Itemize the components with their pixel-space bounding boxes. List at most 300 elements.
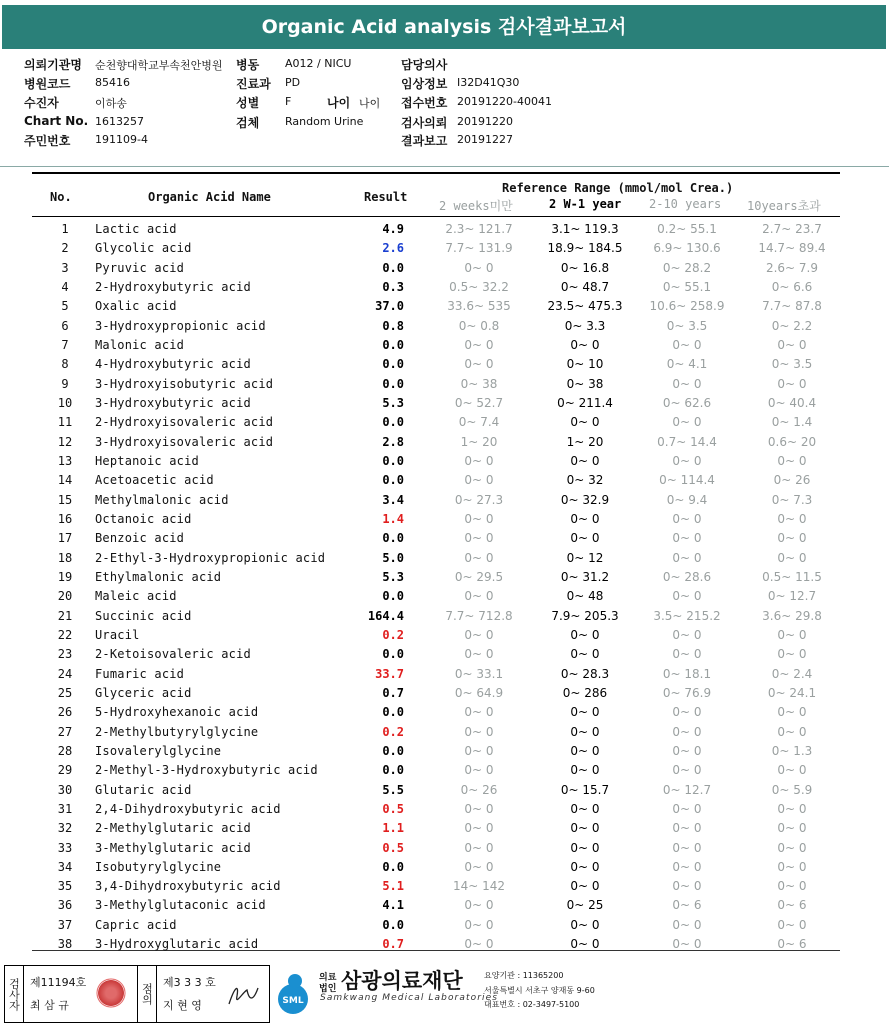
range-over-10-years: 0~ 0 xyxy=(777,840,807,855)
range-under-2-weeks: 0~ 27.3 xyxy=(454,492,504,507)
result-value: 0.5 xyxy=(382,801,404,816)
result-value: 0.0 xyxy=(382,917,404,932)
range-2-10-years: 0~ 0 xyxy=(672,937,702,952)
acid-name: 2,4-Dihydroxybutyric acid xyxy=(95,801,281,816)
range-over-10-years: 14.7~ 89.4 xyxy=(758,241,826,256)
table-row xyxy=(32,375,840,394)
range-2w-1year: 1~ 20 xyxy=(566,434,604,449)
row-number: 24 xyxy=(57,666,73,681)
acid-name: Acetoacetic acid xyxy=(95,473,214,488)
acid-name: 2-Ketoisovaleric acid xyxy=(95,647,251,662)
inspector-vertical-label xyxy=(5,966,24,1022)
table-row xyxy=(32,529,840,548)
range-under-2-weeks: 0~ 0 xyxy=(464,801,494,816)
acid-name: 2-Methylglutaric acid xyxy=(95,821,251,836)
range-over-10-years: 0~ 6 xyxy=(777,937,807,952)
range-2-10-years: 0~ 114.4 xyxy=(659,473,715,488)
range-2-10-years: 0~ 0 xyxy=(672,415,702,430)
header-reference: Reference Range (mmol/mol Crea.) xyxy=(502,181,734,195)
range-2-10-years: 0~ 0 xyxy=(672,550,702,565)
row-number: 11 xyxy=(57,415,73,430)
footer xyxy=(0,961,889,1030)
age: 나이 xyxy=(359,97,381,110)
range-2w-1year: 0~ 0 xyxy=(570,859,600,874)
range-2-10-years: 0~ 6 xyxy=(672,898,702,913)
ward-label: 병동 xyxy=(236,58,260,72)
range-over-10-years: 0~ 0 xyxy=(777,531,807,546)
table-row xyxy=(32,858,840,877)
row-number: 26 xyxy=(57,705,73,720)
range-under-2-weeks: 33.6~ 535 xyxy=(447,299,511,314)
range-2-10-years: 0~ 0 xyxy=(672,763,702,778)
table-row xyxy=(32,626,840,645)
table-row xyxy=(32,259,840,278)
range-2w-1year: 0~ 0 xyxy=(570,647,600,662)
institution: 순천향대학교부속천안병원 xyxy=(95,59,223,72)
receipt-number: 20191220-40041 xyxy=(457,95,552,108)
result-rows xyxy=(32,220,840,954)
row-number: 27 xyxy=(57,724,73,739)
clinical-info: I32D41Q30 xyxy=(457,76,520,89)
range-2-10-years: 0~ 55.1 xyxy=(662,279,712,294)
corp-phone: 대표번호 : 02-3497-5100 xyxy=(484,1000,580,1009)
range-over-10-years: 0~ 0 xyxy=(777,724,807,739)
table-row xyxy=(32,317,840,336)
range-under-2-weeks: 0~ 0 xyxy=(464,763,494,778)
range-over-10-years: 0~ 0 xyxy=(777,917,807,932)
acid-name: 2-Hydroxyisovaleric acid xyxy=(95,415,274,430)
result-value: 0.0 xyxy=(382,260,404,275)
table-row xyxy=(32,839,840,858)
acid-name: Glyceric acid xyxy=(95,685,192,700)
range-over-10-years: 0~ 0 xyxy=(777,627,807,642)
acid-name: 5-Hydroxyhexanoic acid xyxy=(95,705,259,720)
range-under-2-weeks: 0~ 0 xyxy=(464,898,494,913)
row-number: 3 xyxy=(61,260,69,275)
range-over-10-years: 2.7~ 23.7 xyxy=(762,222,822,236)
table-row xyxy=(32,800,840,819)
table-row xyxy=(32,761,840,780)
institution-label: 의뢰기관명 xyxy=(24,58,82,72)
range-2w-1year: 0~ 0 xyxy=(570,917,600,932)
range-2w-1year: 18.9~ 184.5 xyxy=(547,241,623,256)
range-2w-1year: 0~ 25 xyxy=(566,898,604,913)
result-value: 0.0 xyxy=(382,357,404,372)
range-2w-1year: 0~ 38 xyxy=(566,376,604,391)
range-2w-1year: 0~ 15.7 xyxy=(560,782,610,797)
range-under-2-weeks: 0~ 26 xyxy=(460,782,498,797)
range-2-10-years: 0~ 0 xyxy=(672,453,702,468)
range-over-10-years: 0~ 6 xyxy=(777,898,807,913)
range-2w-1year: 0~ 3.3 xyxy=(564,318,606,333)
table-row xyxy=(32,239,840,258)
table-row xyxy=(32,471,840,490)
dept: PD xyxy=(285,76,301,89)
row-number: 35 xyxy=(57,879,73,894)
range-under-2-weeks: 0~ 38 xyxy=(460,376,498,391)
range-2-10-years: 0~ 0 xyxy=(672,743,702,758)
row-number: 12 xyxy=(57,434,73,449)
table-row xyxy=(32,549,840,568)
result-value: 5.3 xyxy=(382,395,404,410)
range-under-2-weeks: 0~ 29.5 xyxy=(454,569,504,584)
row-number: 18 xyxy=(57,550,73,565)
result-value: 164.4 xyxy=(367,608,404,623)
range-over-10-years: 0~ 40.4 xyxy=(767,395,817,410)
dept-label: 진료과 xyxy=(236,77,271,91)
row-number: 16 xyxy=(57,511,73,526)
range-2w-1year: 7.9~ 205.3 xyxy=(551,608,619,623)
result-value: 0.2 xyxy=(382,627,404,642)
range-2w-1year: 0~ 0 xyxy=(570,627,600,642)
result-value: 0.5 xyxy=(382,840,404,855)
signature-box xyxy=(4,965,270,1023)
result-value: 1.1 xyxy=(382,821,404,836)
range-under-2-weeks: 0~ 0 xyxy=(464,337,494,352)
acid-name: Succinic acid xyxy=(95,608,192,623)
result-value: 3.4 xyxy=(382,492,404,507)
range-2-10-years: 0~ 0 xyxy=(672,531,702,546)
result-value: 0.7 xyxy=(382,685,404,700)
result-value: 0.0 xyxy=(382,473,404,488)
table-row xyxy=(32,665,840,684)
row-number: 5 xyxy=(61,299,69,314)
row-number: 6 xyxy=(61,318,69,333)
range-over-10-years: 0.5~ 11.5 xyxy=(762,569,822,584)
hospital-code: 85416 xyxy=(95,76,130,89)
confirm-vertical-label xyxy=(137,966,157,1022)
range-over-10-years: 0~ 0 xyxy=(777,859,807,874)
range-over-10-years: 0~ 0 xyxy=(777,511,807,526)
result-value: 1.4 xyxy=(382,511,404,526)
row-number: 9 xyxy=(61,376,69,391)
range-2w-1year: 3.1~ 119.3 xyxy=(551,222,619,236)
range-2-10-years: 0~ 0 xyxy=(672,705,702,720)
acid-name: Capric acid xyxy=(95,917,177,932)
range-over-10-years: 0~ 0 xyxy=(777,763,807,778)
table-row xyxy=(32,491,840,510)
acid-name: 3-Hydroxypropionic acid xyxy=(95,318,266,333)
row-number: 29 xyxy=(57,763,73,778)
range-under-2-weeks: 2.3~ 121.7 xyxy=(445,222,513,236)
result-value: 2.6 xyxy=(382,241,404,256)
range-under-2-weeks: 0~ 0 xyxy=(464,550,494,565)
result-value: 5.5 xyxy=(382,782,404,797)
result-value: 37.0 xyxy=(375,299,404,314)
range-over-10-years: 0~ 0 xyxy=(777,821,807,836)
acid-name: 2-Hydroxybutyric acid xyxy=(95,279,251,294)
corp-prefix-1: 의료 xyxy=(319,973,337,983)
result-value: 4.9 xyxy=(382,222,404,236)
range-2w-1year: 0~ 0 xyxy=(570,743,600,758)
acid-name: 3-Hydroxyisovaleric acid xyxy=(95,434,274,449)
result-value: 0.0 xyxy=(382,453,404,468)
result-value: 0.8 xyxy=(382,318,404,333)
confirm-name: 지 현 영 xyxy=(163,999,202,1012)
range-under-2-weeks: 0~ 0 xyxy=(464,511,494,526)
table-row xyxy=(32,297,840,316)
range-under-2-weeks: 0~ 0 xyxy=(464,724,494,739)
row-number: 10 xyxy=(57,395,73,410)
report-label: 결과보고 xyxy=(401,134,448,148)
acid-name: 2-Methyl-3-Hydroxybutyric acid xyxy=(95,763,318,778)
range-2-10-years: 0~ 0 xyxy=(672,337,702,352)
table-row xyxy=(32,510,840,529)
table-row xyxy=(32,935,840,954)
range-2-10-years: 0~ 28.2 xyxy=(662,260,712,275)
range-2w-1year: 0~ 16.8 xyxy=(560,260,610,275)
range-over-10-years: 0~ 0 xyxy=(777,376,807,391)
range-over-10-years: 0~ 1.3 xyxy=(771,743,813,758)
range-under-2-weeks: 0~ 0 xyxy=(464,357,494,372)
table-row xyxy=(32,568,840,587)
range-2w-1year: 0~ 10 xyxy=(566,357,604,372)
range-2w-1year: 0~ 48.7 xyxy=(560,279,610,294)
header-result: Result xyxy=(364,190,408,204)
row-number: 28 xyxy=(57,743,73,758)
examinee: 이하송 xyxy=(95,97,127,110)
acid-name: Pyruvic acid xyxy=(95,260,185,275)
range-under-2-weeks: 0~ 7.4 xyxy=(458,415,500,430)
row-number: 13 xyxy=(57,453,73,468)
range-2w-1year: 0~ 31.2 xyxy=(560,569,610,584)
range-under-2-weeks: 0~ 52.7 xyxy=(454,395,504,410)
range-2w-1year: 0~ 12 xyxy=(566,550,604,565)
range-over-10-years: 0.6~ 20 xyxy=(767,434,817,449)
range-2w-1year: 0~ 211.4 xyxy=(557,395,613,410)
hospital-code-label: 병원코드 xyxy=(24,77,71,91)
range-2w-1year: 0~ 0 xyxy=(570,821,600,836)
range-2w-1year: 0~ 0 xyxy=(570,531,600,546)
range-2-10-years: 0~ 0 xyxy=(672,647,702,662)
inspector-name: 최 삼 규 xyxy=(30,999,69,1012)
range-2-10-years: 0~ 0 xyxy=(672,724,702,739)
resident-id: 191109-4 xyxy=(95,133,148,146)
patient-info xyxy=(0,50,889,167)
inspector-license: 제11194호 xyxy=(30,976,87,989)
range-under-2-weeks: 14~ 142 xyxy=(452,879,506,894)
table-row xyxy=(32,896,840,915)
table-row xyxy=(32,916,840,935)
range-under-2-weeks: 7.7~ 131.9 xyxy=(445,241,513,256)
range-over-10-years: 0~ 2.4 xyxy=(771,666,813,681)
row-number: 32 xyxy=(57,821,73,836)
row-number: 2 xyxy=(61,241,69,256)
result-value: 0.0 xyxy=(382,743,404,758)
range-2w-1year: 0~ 0 xyxy=(570,337,600,352)
range-2-10-years: 0~ 0 xyxy=(672,376,702,391)
range-2-10-years: 3.5~ 215.2 xyxy=(653,608,721,623)
range-2w-1year: 0~ 0 xyxy=(570,511,600,526)
acid-name: Oxalic acid xyxy=(95,299,177,314)
ward: A012 / NICU xyxy=(285,57,352,70)
row-number: 37 xyxy=(57,917,73,932)
row-number: 7 xyxy=(61,337,69,352)
acid-name: 2-Methylbutyrylglycine xyxy=(95,724,259,739)
range-under-2-weeks: 0~ 0 xyxy=(464,453,494,468)
age-label: 나이 xyxy=(327,96,351,110)
examinee-label: 수진자 xyxy=(24,96,59,110)
range-2-10-years: 0~ 0 xyxy=(672,879,702,894)
range-2-10-years: 0~ 0 xyxy=(672,917,702,932)
range-under-2-weeks: 0~ 33.1 xyxy=(454,666,504,681)
row-number: 21 xyxy=(57,608,73,623)
range-2-10-years: 0~ 0 xyxy=(672,627,702,642)
range-2w-1year: 0~ 0 xyxy=(570,453,600,468)
specimen: Random Urine xyxy=(285,115,364,128)
acid-name: Isobutyrylglycine xyxy=(95,859,222,874)
result-value: 5.1 xyxy=(382,879,404,894)
row-number: 23 xyxy=(57,647,73,662)
table-row xyxy=(32,278,840,297)
acid-name: 2-Ethyl-3-Hydroxypropionic acid xyxy=(95,550,326,565)
range-over-10-years: 0~ 5.9 xyxy=(771,782,813,797)
result-value: 0.0 xyxy=(382,647,404,662)
row-number: 20 xyxy=(57,589,73,604)
signature-icon xyxy=(225,982,261,1010)
row-number: 15 xyxy=(57,492,73,507)
table-row xyxy=(32,645,840,664)
range-2-10-years: 0~ 62.6 xyxy=(662,395,712,410)
row-number: 4 xyxy=(61,279,69,294)
result-value: 0.0 xyxy=(382,859,404,874)
row-number: 8 xyxy=(61,357,69,372)
result-value: 5.3 xyxy=(382,569,404,584)
range-2-10-years: 6.9~ 130.6 xyxy=(653,241,721,256)
sex-label: 성별 xyxy=(236,96,260,110)
corp-prefix-2: 법인 xyxy=(319,984,337,994)
range-2-10-years: 0~ 0 xyxy=(672,801,702,816)
result-value: 0.0 xyxy=(382,705,404,720)
acid-name: Methylmalonic acid xyxy=(95,492,229,507)
doctor-label: 담당의사 xyxy=(401,58,448,72)
range-2-10-years: 0~ 3.5 xyxy=(666,318,708,333)
table-row xyxy=(32,819,840,838)
header-name: Organic Acid Name xyxy=(148,190,271,204)
inspector-vertical-text: 검사자 xyxy=(7,977,21,1011)
row-number: 14 xyxy=(57,473,73,488)
table-row xyxy=(32,723,840,742)
range-under-2-weeks: 0~ 64.9 xyxy=(454,685,504,700)
range-under-2-weeks: 0~ 0 xyxy=(464,627,494,642)
range-2-10-years: 0~ 76.9 xyxy=(662,685,712,700)
acid-name: Uracil xyxy=(95,627,140,642)
range-2w-1year: 0~ 32 xyxy=(566,473,604,488)
range-under-2-weeks: 0~ 0 xyxy=(464,473,494,488)
range-over-10-years: 7.7~ 87.8 xyxy=(762,299,822,314)
range-under-2-weeks: 0~ 0 xyxy=(464,917,494,932)
range-2w-1year: 0~ 0 xyxy=(570,840,600,855)
range-under-2-weeks: 7.7~ 712.8 xyxy=(445,608,513,623)
acid-name: Glycolic acid xyxy=(95,241,192,256)
chart-number: 1613257 xyxy=(95,115,144,128)
range-under-2-weeks: 0~ 0 xyxy=(464,531,494,546)
table-row xyxy=(32,877,840,896)
result-value: 4.1 xyxy=(382,898,404,913)
range-2-10-years: 0~ 0 xyxy=(672,821,702,836)
table-row xyxy=(32,413,840,432)
header-range-1: 2 weeks미만 xyxy=(439,199,513,213)
institution-code: 요양기관 : 11365200 xyxy=(484,971,564,980)
range-under-2-weeks: 0~ 0 xyxy=(464,647,494,662)
range-2-10-years: 0~ 0 xyxy=(672,840,702,855)
result-value: 0.0 xyxy=(382,763,404,778)
table-row xyxy=(32,336,840,355)
range-over-10-years: 0~ 0 xyxy=(777,801,807,816)
range-2w-1year: 23.5~ 475.3 xyxy=(547,299,623,314)
report-date: 20191227 xyxy=(457,133,513,146)
row-number: 25 xyxy=(57,685,73,700)
range-under-2-weeks: 0.5~ 32.2 xyxy=(449,279,509,294)
row-number: 38 xyxy=(57,937,73,952)
range-2-10-years: 0~ 28.6 xyxy=(662,569,712,584)
acid-name: Lactic acid xyxy=(95,222,177,236)
result-value: 0.2 xyxy=(382,724,404,739)
acid-name: 3-Methylglutaconic acid xyxy=(95,898,266,913)
corp-english-name: Samkwang Medical Laboratories xyxy=(320,993,499,1003)
row-number: 22 xyxy=(57,627,73,642)
row-number: 17 xyxy=(57,531,73,546)
row-number: 19 xyxy=(57,569,73,584)
acid-name: Benzoic acid xyxy=(95,531,185,546)
range-under-2-weeks: 0~ 0 xyxy=(464,859,494,874)
range-under-2-weeks: 0~ 0 xyxy=(464,840,494,855)
range-over-10-years: 0~ 1.4 xyxy=(771,415,813,430)
acid-name: 3-Hydroxyisobutyric acid xyxy=(95,376,274,391)
range-2w-1year: 0~ 32.9 xyxy=(560,492,610,507)
acid-name: Fumaric acid xyxy=(95,666,185,681)
range-2-10-years: 0.2~ 55.1 xyxy=(657,222,717,236)
acid-name: 3,4-Dihydroxybutyric acid xyxy=(95,879,281,894)
result-value: 0.7 xyxy=(382,937,404,952)
range-2-10-years: 0~ 12.7 xyxy=(662,782,712,797)
row-number: 34 xyxy=(57,859,73,874)
receipt-label: 접수번호 xyxy=(401,96,448,110)
result-value: 33.7 xyxy=(375,666,404,681)
request-label: 검사의뢰 xyxy=(401,116,448,130)
table-row xyxy=(32,587,840,606)
range-2-10-years: 0~ 9.4 xyxy=(666,492,708,507)
table-row xyxy=(32,742,840,761)
result-value: 5.0 xyxy=(382,550,404,565)
range-over-10-years: 0~ 0 xyxy=(777,647,807,662)
range-2w-1year: 0~ 286 xyxy=(562,685,608,700)
range-2w-1year: 0~ 0 xyxy=(570,879,600,894)
range-under-2-weeks: 0~ 0 xyxy=(464,743,494,758)
range-2-10-years: 0~ 0 xyxy=(672,589,702,604)
range-2-10-years: 10.6~ 258.9 xyxy=(649,299,725,314)
row-number: 31 xyxy=(57,801,73,816)
id-label: 주민번호 xyxy=(24,134,71,148)
result-value: 0.0 xyxy=(382,337,404,352)
table-row xyxy=(32,433,840,452)
range-over-10-years: 0~ 3.5 xyxy=(771,357,813,372)
acid-name: Octanoic acid xyxy=(95,511,192,526)
row-number: 1 xyxy=(61,222,69,236)
corp-name: 삼광의료재단 xyxy=(341,969,463,993)
chart-label: Chart No. xyxy=(24,114,89,128)
result-table xyxy=(32,172,840,951)
acid-name: 3-Hydroxybutyric acid xyxy=(95,395,251,410)
range-under-2-weeks: 0~ 0 xyxy=(464,937,494,952)
range-2w-1year: 0~ 0 xyxy=(570,937,600,952)
row-number: 30 xyxy=(57,782,73,797)
range-2w-1year: 0~ 0 xyxy=(570,705,600,720)
acid-name: 3-Hydroxyglutaric acid xyxy=(95,937,259,952)
range-2w-1year: 0~ 0 xyxy=(570,415,600,430)
corp-address: 서울특별시 서초구 양재동 9-60 xyxy=(484,986,595,995)
range-under-2-weeks: 1~ 20 xyxy=(460,434,498,449)
